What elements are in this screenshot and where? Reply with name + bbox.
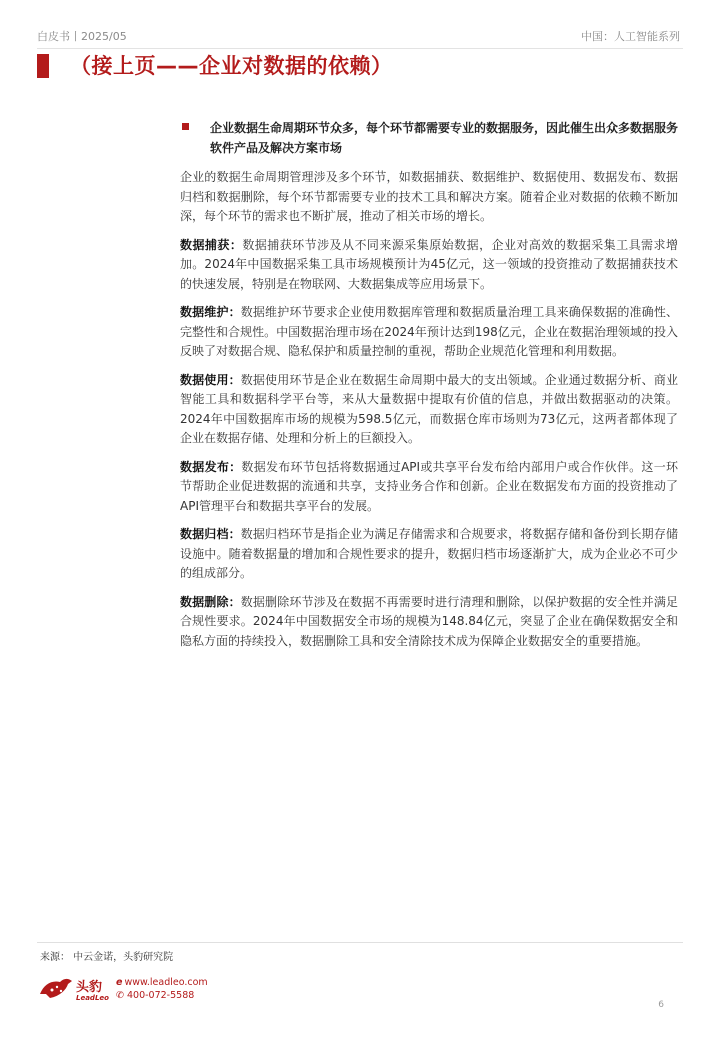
header-doc-type: 白皮书丨2025/05 — [37, 30, 127, 43]
intro-paragraph: 企业的数据生命周期管理涉及多个环节，如数据捕获、数据维护、数据使用、数据发布、数据归档和数据删除，每个环节都需要专业的技术工具和解决方案。随着企业对数据的依赖不断加深，每个环节的需求也不断扩展，推动了相关市场的增长。 — [180, 170, 678, 223]
phone-icon: ✆ — [116, 990, 127, 1001]
title-accent-bar — [37, 54, 49, 78]
section-label: 数据维护： — [180, 305, 241, 319]
section-text: 数据归档环节是指企业为满足存储需求和合规要求，将数据存储和备份到长期存储设施中。随着数据量的增加和合规性要求的提升，数据归档市场逐渐扩大，成为企业必不可少的组成部分。 — [180, 527, 678, 580]
section-capture — [180, 236, 678, 295]
section-text: 数据使用环节是企业在数据生命周期中最大的支出领域。企业通过数据分析、商业智能工具和数据科学平台等，来从大量数据中提取有价值的信息，并做出数据驱动的决策。2024年中国数据库市场的规模为598.5亿元，而数据仓库市场则为73亿元，这两者都体现了企业在数据存储、处理和分析上的巨额投入。 — [180, 372, 678, 445]
phone-number: 400-072-5588 — [126, 990, 195, 1001]
website-link[interactable]: www.leadleo.com — [124, 977, 208, 988]
bullet-square-icon — [182, 123, 189, 130]
source-note: 来源： 中云金诺，头豹研究院 — [40, 952, 174, 963]
page-title: （接上页——企业对数据的依赖） — [70, 54, 393, 78]
header-series: 中国：人工智能系列 — [581, 30, 680, 43]
section-label: 数据使用： — [180, 372, 241, 387]
main-content — [180, 118, 678, 660]
key-point — [180, 118, 678, 158]
section-label: 数据发布： — [180, 459, 242, 474]
contact-info — [116, 976, 208, 1002]
section-text: 数据维护环节要求企业使用数据库管理和数据质量治理工具来确保数据的准确性、完整性和合规性。中国数据治理市场在2024年预计达到198亿元，企业在数据治理领域的投入反映了对数据合规、隐私保护和质量控制的重视，帮助企业规范化管理和利用数据。 — [180, 305, 678, 358]
section-label: 数据捕获： — [180, 237, 243, 252]
section-label: 数据归档： — [180, 527, 241, 541]
section-publishing — [180, 458, 678, 517]
footer-divider — [37, 942, 683, 943]
section-archiving — [180, 525, 678, 584]
logo-text-en: LeadLeo — [76, 994, 109, 1002]
section-usage — [180, 371, 678, 449]
phone-row — [116, 989, 208, 1002]
header-divider — [37, 48, 683, 49]
web-e-icon: e — [116, 977, 123, 988]
section-text: 数据删除环节涉及在数据不再需要时进行清理和删除，以保护数据的安全性并满足合规性要求。2024年中国数据安全市场的规模为148.84亿元，突显了企业在确保数据安全和隐私方面的持续投入，数据删除工具和安全清除技术成为保障企业数据安全的重要措施。 — [180, 594, 678, 648]
logo-text-cn: 头豹 — [76, 980, 103, 995]
section-text: 数据捕获环节涉及从不同来源采集原始数据，企业对高效的数据采集工具需求增加。2024年中国数据采集工具市场规模预计为45亿元，这一领域的投资推动了数据捕获技术的快速发展，特别是在物联网、大数据集成等应用场景下。 — [180, 237, 678, 291]
section-maintenance — [180, 303, 678, 362]
key-point-text: 企业数据生命周期环节众多，每个环节都需要专业的数据服务，因此催生出众多数据服务软件产品及解决方案市场 — [210, 121, 679, 155]
section-text: 数据发布环节包括将数据通过API或共享平台发布给内部用户或合作伙伴。这一环节帮助企业促进数据的流通和共享，支持业务合作和创新。企业在数据发布方面的投资推动了API管理平台和数据共享平台的发展。 — [180, 459, 678, 513]
section-label: 数据删除： — [180, 594, 241, 609]
section-deletion — [180, 593, 678, 652]
page-number: 6 — [658, 1000, 664, 1010]
website-row — [116, 976, 208, 989]
